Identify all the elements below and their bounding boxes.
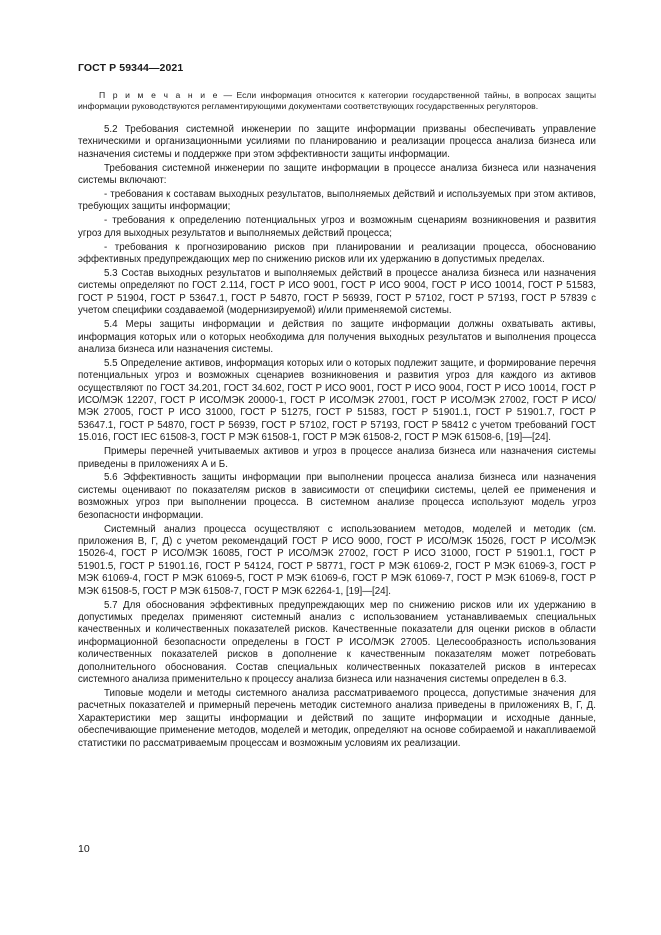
paragraph-5-3: 5.3 Состав выходных результатов и выполняемых действий в процессе анализа бизнеса или назначения системы определяют по ГОСТ 2.114, ГОСТ Р ИСО 9001, ГОСТ Р ИСО 9004, ГОСТ Р ИСО 10014, ГОСТ Р 51583, ГОСТ Р 51904, ГОСТ Р 53647.1, ГОСТ Р 54870, ГОСТ Р 56939, ГОСТ Р 57102, ГОСТ Р 57193, ГОСТ Р 57839 с учетом специфики создаваемой (модернизируемой) и/или применяемой системы. — [78, 267, 596, 317]
paragraph-system-analysis: Системный анализ процесса осуществляют с использованием методов, моделей и методик (см. приложения В, Г, Д) с учетом рекомендаций ГОСТ Р ИСО 9000, ГОСТ Р ИСО/МЭК 15026, ГОСТ Р ИСО/МЭК 15026-4, ГОСТ Р ИСО/МЭК 16085, ГОСТ Р ИСО/МЭК 27002, ГОСТ Р ИСО 31000, ГОСТ Р 51901.1, ГОСТ Р 51901.5, ГОСТ Р 51901.16, ГОСТ Р 54124, ГОСТ Р 58771, ГОСТ Р МЭК 61069-2, ГОСТ Р МЭК 61069-3, ГОСТ Р МЭК 61069-4, ГОСТ Р МЭК 61069-5, ГОСТ Р МЭК 61069-6, ГОСТ Р МЭК 61069-7, ГОСТ Р МЭК 61069-8, ГОСТ Р МЭК 61508-5, ГОСТ Р МЭК 61508-7, ГОСТ Р МЭК 62264-1, [19]—[24]. — [78, 523, 596, 597]
paragraph-examples: Примеры перечней учитываемых активов и угроз в процессе анализа бизнеса или назначения системы приведены в приложениях А и Б. — [78, 446, 596, 470]
list-item-risk-forecasting: - требования к прогнозированию рисков при планировании и реализации процесса, обоснованию эффективных предупреждающих мер по снижению рисков или их удержанию в допустимых пределах. — [78, 241, 596, 266]
paragraph-typical-models: Типовые модели и методы системного анализа рассматриваемого процесса, допустимые значения для расчетных показателей и примерный перечень методик системного анализа приведены в приложениях В, Г, Д. Характеристики мер защиты информации и действий по защите информации и исходные данные, обеспечивающие применение методов, моделей и методик, определяют на основе собираемой и накапливаемой статистики по рассматриваемым процессам и возможным условиям их реализации. — [78, 687, 596, 749]
note-label: П р и м е ч а н и е — [99, 90, 220, 100]
document-body — [78, 90, 596, 751]
page-number: 10 — [78, 843, 90, 855]
document-header: ГОСТ Р 59344—2021 — [78, 62, 184, 74]
paragraph-5-7: 5.7 Для обоснования эффективных предупреждающих мер по снижению рисков или их удержанию в допустимых пределах применяют системный анализ с использованием устанавливаемых специальных качественных и количественных показателей рисков. Качественные показатели для оценки рисков в области информационной безопасности определены в ГОСТ Р ИСО/МЭК 27005. Целесообразность использования количественных показателей рисков в дополнение к качественным показателям может потребовать дополнительного обоснования. Состав специальных количественных показателей рисков в интересах системного анализа применительно к процессу анализа бизнеса или назначения системы определен в 6.3. — [78, 599, 596, 685]
paragraph-5-2: 5.2 Требования системной инженерии по защите информации призваны обеспечивать управление техническими и организационными усилиями по планированию и реализации процесса анализа бизнеса или назначения системы и поддержке при этом эффективности защиты информации. — [78, 124, 596, 160]
paragraph-5-5: 5.5 Определение активов, информация которых или о которых подлежит защите, и формирование перечня потенциальных угроз и возможных сценариев возникновения и развития угроз для каждого из активов осуществляют по ГОСТ 34.201, ГОСТ 34.602, ГОСТ Р ИСО 9001, ГОСТ Р ИСО 9004, ГОСТ Р ИСО 10014, ГОСТ Р ИСО/МЭК 12207, ГОСТ Р ИСО/МЭК 20000-1, ГОСТ Р ИСО/МЭК 27001, ГОСТ Р ИСО/МЭК 27002, ГОСТ Р ИСО/МЭК 27005, ГОСТ Р ИСО 31000, ГОСТ Р 51275, ГОСТ Р 51583, ГОСТ Р 51901.1, ГОСТ Р 51901.7, ГОСТ Р 53647.1, ГОСТ Р 54870, ГОСТ Р 56939, ГОСТ Р 57102, ГОСТ Р 57193, ГОСТ Р 58412 с учетом требований ГОСТ 15.016, ГОСТ IEC 61508-3, ГОСТ Р МЭК 61508-1, ГОСТ Р МЭК 61508-2, ГОСТ Р МЭК 61508-6, [19]—[24]. — [78, 357, 596, 444]
note-text: — Если информация относится к категории государственной тайны, в вопросах защиты информации руководствуются регламентирующими документами соответствующих государственных регуляторов. — [78, 90, 596, 111]
paragraph-5-6: 5.6 Эффективность защиты информации при выполнении процесса анализа бизнеса или назначения системы оценивают по показателям рисков в зависимости от специфики системы, целей ее применения и возможных угроз при выполнении процесса. В системном анализе процесса используют модель угроз безопасности информации. — [78, 472, 596, 521]
list-item-threats: - требования к определению потенциальных угроз и возможным сценариям возникновения и развития угроз для выходных результатов и выполняемых действий процесса; — [78, 215, 596, 239]
paragraph-5-4: 5.4 Меры защиты информации и действия по защите информации должны охватывать активы, информация которых или о которых необходима для получения выходных результатов и выполнения процесса анализа бизнеса или назначения системы. — [78, 319, 596, 355]
list-item-composition: - требования к составам выходных результатов, выполняемых действий и используемых при этом активов, требующих защиты информации; — [78, 189, 596, 213]
paragraph-requirements-intro: Требования системной инженерии по защите информации в процессе анализа бизнеса или назначения системы включают: — [78, 162, 596, 187]
note-paragraph — [78, 90, 596, 112]
